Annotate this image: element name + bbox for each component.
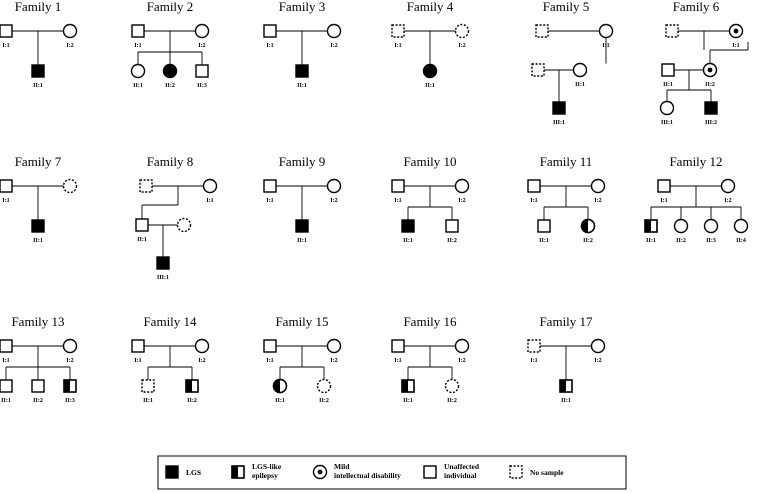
individual-label: I:2 bbox=[330, 358, 338, 364]
mother-symbol bbox=[456, 340, 469, 353]
family-title: Family 16 bbox=[403, 314, 457, 329]
father-symbol bbox=[392, 340, 404, 352]
shape bbox=[318, 380, 331, 393]
shape bbox=[132, 340, 144, 352]
family-pedigree-2 bbox=[132, 0, 209, 89]
child-symbol bbox=[560, 380, 572, 392]
individual-label: I:1 bbox=[660, 198, 668, 204]
individual-label: I:2 bbox=[330, 43, 338, 49]
half-fill bbox=[232, 466, 238, 478]
shape bbox=[705, 102, 717, 114]
mother-symbol bbox=[328, 25, 341, 38]
individual-label: I:1 bbox=[266, 198, 274, 204]
shape bbox=[178, 219, 191, 232]
child-symbol bbox=[196, 65, 208, 77]
individual-label: II:2 bbox=[676, 238, 686, 244]
child-symbol bbox=[705, 220, 718, 233]
shape bbox=[592, 340, 605, 353]
legend-symbol bbox=[510, 466, 522, 478]
child-symbol bbox=[142, 380, 154, 392]
shape bbox=[456, 180, 469, 193]
shape bbox=[328, 340, 341, 353]
family-pedigree-10 bbox=[392, 154, 469, 244]
shape bbox=[675, 220, 688, 233]
shape bbox=[132, 25, 144, 37]
family-pedigree-4 bbox=[392, 0, 469, 89]
child-symbol bbox=[446, 220, 458, 232]
child-symbol bbox=[446, 380, 459, 393]
child-symbol bbox=[705, 102, 717, 114]
shape bbox=[196, 340, 209, 353]
individual-label: II:1 bbox=[143, 398, 153, 404]
individual-label: II:2 bbox=[165, 83, 175, 89]
individual-label: I:2 bbox=[458, 43, 466, 49]
child-symbol bbox=[32, 380, 44, 392]
family-title: Family 14 bbox=[143, 314, 197, 329]
shape bbox=[296, 220, 308, 232]
father-symbol bbox=[0, 340, 12, 352]
legend-symbol bbox=[424, 466, 436, 478]
grandfather-symbol bbox=[666, 25, 678, 37]
individual-label: I:2 bbox=[594, 358, 602, 364]
mother-symbol bbox=[574, 64, 587, 77]
child-symbol bbox=[132, 65, 145, 78]
individual-label: II:2 bbox=[705, 82, 715, 88]
individual-label: I:1 bbox=[394, 43, 402, 49]
family-title: Family 13 bbox=[11, 314, 65, 329]
mother-symbol bbox=[196, 340, 209, 353]
individual-label: I:2 bbox=[198, 358, 206, 364]
father-symbol bbox=[264, 340, 276, 352]
legend-label: Mild intellectual disability bbox=[334, 462, 401, 480]
family-pedigree-14 bbox=[132, 314, 209, 404]
individual-label: II:3 bbox=[65, 398, 75, 404]
grandfather-symbol bbox=[140, 180, 152, 192]
individual-label: II:1 bbox=[137, 237, 147, 243]
mother-symbol bbox=[64, 340, 77, 353]
shape bbox=[600, 25, 613, 38]
child-symbol bbox=[296, 65, 308, 77]
mother-symbol bbox=[64, 25, 77, 38]
individual-label: I:2 bbox=[66, 358, 74, 364]
shape bbox=[157, 257, 169, 269]
legend-symbol bbox=[232, 466, 244, 478]
shape bbox=[32, 65, 44, 77]
individual-label: II:2 bbox=[447, 398, 457, 404]
shape bbox=[204, 180, 217, 193]
shape bbox=[140, 180, 152, 192]
child-symbol bbox=[0, 380, 12, 392]
shape bbox=[0, 180, 12, 192]
half-fill bbox=[186, 380, 192, 392]
individual-label: II:2 bbox=[187, 398, 197, 404]
father-symbol bbox=[264, 25, 276, 37]
individual-label: II:2 bbox=[33, 398, 43, 404]
shape bbox=[528, 180, 540, 192]
father-symbol bbox=[136, 219, 148, 231]
individual-label: I:1 bbox=[530, 358, 538, 364]
individual-label: II:1 bbox=[133, 83, 143, 89]
individual-label: I:2 bbox=[594, 198, 602, 204]
shape bbox=[32, 380, 44, 392]
individual-label: II:1 bbox=[33, 238, 43, 244]
family-title: Family 12 bbox=[669, 154, 723, 169]
mother-symbol bbox=[64, 180, 77, 193]
shape bbox=[662, 64, 674, 76]
shape bbox=[456, 25, 469, 38]
family-title: Family 1 bbox=[14, 0, 62, 14]
individual-label: I:2 bbox=[66, 43, 74, 49]
legend-symbol bbox=[166, 466, 178, 478]
shape bbox=[424, 65, 437, 78]
child-symbol bbox=[164, 65, 177, 78]
family-title: Family 11 bbox=[539, 154, 593, 169]
shape bbox=[402, 220, 414, 232]
individual-label: II:1 bbox=[297, 83, 307, 89]
shape bbox=[0, 380, 12, 392]
family-title: Family 17 bbox=[539, 314, 593, 329]
individual-label: III:1 bbox=[156, 275, 170, 281]
father-symbol bbox=[132, 340, 144, 352]
shape bbox=[592, 180, 605, 193]
family-pedigree-13 bbox=[0, 314, 77, 404]
family-pedigree-3 bbox=[264, 0, 341, 89]
shape bbox=[456, 340, 469, 353]
child-symbol bbox=[582, 220, 595, 233]
shape bbox=[0, 340, 12, 352]
child-symbol bbox=[424, 65, 437, 78]
family-title: Family 8 bbox=[146, 154, 194, 169]
child-symbol bbox=[538, 220, 550, 232]
half-fill bbox=[560, 380, 566, 392]
shape bbox=[658, 180, 670, 192]
child-symbol bbox=[661, 102, 674, 115]
center-dot bbox=[734, 29, 739, 34]
individual-label: III:2 bbox=[704, 120, 718, 126]
mother-symbol bbox=[722, 180, 735, 193]
shape bbox=[392, 25, 404, 37]
father-symbol bbox=[658, 180, 670, 192]
individual-label: II:1 bbox=[403, 398, 413, 404]
shape bbox=[574, 64, 587, 77]
shape bbox=[392, 180, 404, 192]
individual-label: I:2 bbox=[458, 358, 466, 364]
center-dot bbox=[318, 470, 323, 475]
family-pedigree-6 bbox=[661, 0, 749, 126]
child-symbol bbox=[675, 220, 688, 233]
father-symbol bbox=[0, 25, 12, 37]
individual-label: II:4 bbox=[736, 238, 746, 244]
individual-label: I:1 bbox=[530, 198, 538, 204]
individual-label: II:1 bbox=[575, 82, 585, 88]
individual-label: II:3 bbox=[197, 83, 207, 89]
shape bbox=[136, 219, 148, 231]
shape bbox=[196, 25, 209, 38]
family-pedigree-1 bbox=[0, 0, 77, 89]
individual-label: II:2 bbox=[319, 398, 329, 404]
grandmother-symbol bbox=[730, 25, 743, 38]
shape bbox=[142, 380, 154, 392]
individual-label: I:1 bbox=[2, 358, 10, 364]
shape bbox=[132, 65, 145, 78]
individual-label: II:1 bbox=[33, 83, 43, 89]
half-fill bbox=[402, 380, 408, 392]
individual-label: II:1 bbox=[1, 398, 11, 404]
family-pedigree-7 bbox=[0, 154, 77, 244]
father-symbol bbox=[528, 180, 540, 192]
legend-symbol bbox=[314, 466, 327, 479]
family-title: Family 3 bbox=[278, 0, 326, 14]
individual-label: III:1 bbox=[552, 120, 566, 126]
shape bbox=[0, 25, 12, 37]
family-title: Family 4 bbox=[406, 0, 454, 14]
child-symbol bbox=[296, 220, 308, 232]
mother-symbol bbox=[456, 25, 469, 38]
individual-label: I:1 bbox=[2, 198, 10, 204]
mother-symbol bbox=[328, 180, 341, 193]
shape bbox=[64, 180, 77, 193]
family-title: Family 6 bbox=[672, 0, 720, 14]
individual-label: II:1 bbox=[275, 398, 285, 404]
shape bbox=[424, 466, 436, 478]
mother-symbol bbox=[328, 340, 341, 353]
family-pedigree-12 bbox=[645, 154, 748, 244]
father-symbol bbox=[528, 340, 540, 352]
child-symbol bbox=[402, 220, 414, 232]
mother-symbol bbox=[196, 25, 209, 38]
shape bbox=[705, 220, 718, 233]
family-pedigree-8 bbox=[136, 154, 217, 281]
center-dot bbox=[708, 68, 713, 73]
mother-symbol bbox=[178, 219, 191, 232]
family-pedigree-5 bbox=[532, 0, 613, 126]
shape bbox=[328, 25, 341, 38]
shape bbox=[666, 25, 678, 37]
father-symbol bbox=[0, 180, 12, 192]
shape bbox=[661, 102, 674, 115]
individual-label: II:1 bbox=[646, 238, 656, 244]
individual-label: II:1 bbox=[403, 238, 413, 244]
shape bbox=[264, 340, 276, 352]
individual-label: II:1 bbox=[539, 238, 549, 244]
legend-label: No sample bbox=[530, 468, 564, 477]
individual-label: II:1 bbox=[425, 83, 435, 89]
family-pedigree-9 bbox=[264, 154, 341, 244]
individual-label: II:1 bbox=[561, 398, 571, 404]
shape bbox=[536, 25, 548, 37]
child-symbol bbox=[735, 220, 748, 233]
family-title: Family 5 bbox=[542, 0, 590, 14]
individual-label: II:2 bbox=[583, 238, 593, 244]
child-symbol bbox=[402, 380, 414, 392]
shape bbox=[553, 102, 565, 114]
individual-label: I:1 bbox=[134, 43, 142, 49]
shape bbox=[64, 340, 77, 353]
legend-label: LGS bbox=[186, 468, 202, 477]
individual-label: I:2 bbox=[198, 43, 206, 49]
child-symbol bbox=[157, 257, 169, 269]
individual-label: I:1 bbox=[394, 198, 402, 204]
individual-label: II:2 bbox=[447, 238, 457, 244]
shape bbox=[532, 64, 544, 76]
family-pedigree-17 bbox=[528, 314, 605, 404]
legend-label: Unaffected individual bbox=[444, 462, 479, 480]
child-symbol bbox=[32, 65, 44, 77]
family-title: Family 2 bbox=[146, 0, 194, 14]
child-symbol bbox=[186, 380, 198, 392]
individual-label: I:1 bbox=[134, 358, 142, 364]
individual-label: I:1 bbox=[394, 358, 402, 364]
father-symbol bbox=[532, 64, 544, 76]
half-fill bbox=[64, 380, 70, 392]
shape bbox=[264, 180, 276, 192]
individual-label: I:1 bbox=[732, 43, 740, 49]
shape bbox=[328, 180, 341, 193]
shape bbox=[446, 220, 458, 232]
shape bbox=[392, 340, 404, 352]
legend-label: LGS-like epilepsy bbox=[252, 462, 282, 480]
family-title: Family 9 bbox=[278, 154, 326, 169]
shape bbox=[446, 380, 459, 393]
legend bbox=[158, 456, 626, 489]
father-symbol bbox=[132, 25, 144, 37]
shape bbox=[296, 65, 308, 77]
shape bbox=[722, 180, 735, 193]
child-symbol bbox=[64, 380, 76, 392]
legend-item-nosample bbox=[510, 466, 564, 478]
shape bbox=[510, 466, 522, 478]
grandmother-symbol bbox=[600, 25, 613, 38]
father-symbol bbox=[264, 180, 276, 192]
shape bbox=[32, 220, 44, 232]
mother-symbol bbox=[704, 64, 717, 77]
individual-label: II:1 bbox=[297, 238, 307, 244]
family-pedigree-16 bbox=[392, 314, 469, 404]
child-symbol bbox=[32, 220, 44, 232]
mother-symbol bbox=[456, 180, 469, 193]
individual-label: I:2 bbox=[330, 198, 338, 204]
individual-label: I:1 bbox=[206, 198, 214, 204]
shape bbox=[196, 65, 208, 77]
child-symbol bbox=[318, 380, 331, 393]
shape bbox=[528, 340, 540, 352]
grandmother-symbol bbox=[204, 180, 217, 193]
shape bbox=[264, 25, 276, 37]
child-symbol bbox=[274, 380, 287, 393]
individual-label: III:1 bbox=[660, 120, 674, 126]
child-symbol bbox=[645, 220, 657, 232]
father-symbol bbox=[392, 25, 404, 37]
father-symbol bbox=[662, 64, 674, 76]
individual-label: II:1 bbox=[663, 82, 673, 88]
family-title: Family 10 bbox=[403, 154, 457, 169]
individual-label: I:2 bbox=[458, 198, 466, 204]
individual-label: I:1 bbox=[602, 43, 610, 49]
individual-label: I:2 bbox=[724, 198, 732, 204]
mother-symbol bbox=[592, 180, 605, 193]
individual-label: I:1 bbox=[2, 43, 10, 49]
shape bbox=[164, 65, 177, 78]
child-symbol bbox=[553, 102, 565, 114]
shape bbox=[64, 25, 77, 38]
mother-symbol bbox=[592, 340, 605, 353]
shape bbox=[735, 220, 748, 233]
half-fill bbox=[645, 220, 651, 232]
shape bbox=[166, 466, 178, 478]
individual-label: I:1 bbox=[266, 358, 274, 364]
father-symbol bbox=[392, 180, 404, 192]
shape bbox=[538, 220, 550, 232]
family-pedigree-11 bbox=[528, 154, 605, 244]
individual-label: II:3 bbox=[706, 238, 716, 244]
grandfather-symbol bbox=[536, 25, 548, 37]
family-title: Family 15 bbox=[275, 314, 329, 329]
family-pedigree-15 bbox=[264, 314, 341, 404]
individual-label: I:1 bbox=[266, 43, 274, 49]
family-title: Family 7 bbox=[14, 154, 62, 169]
